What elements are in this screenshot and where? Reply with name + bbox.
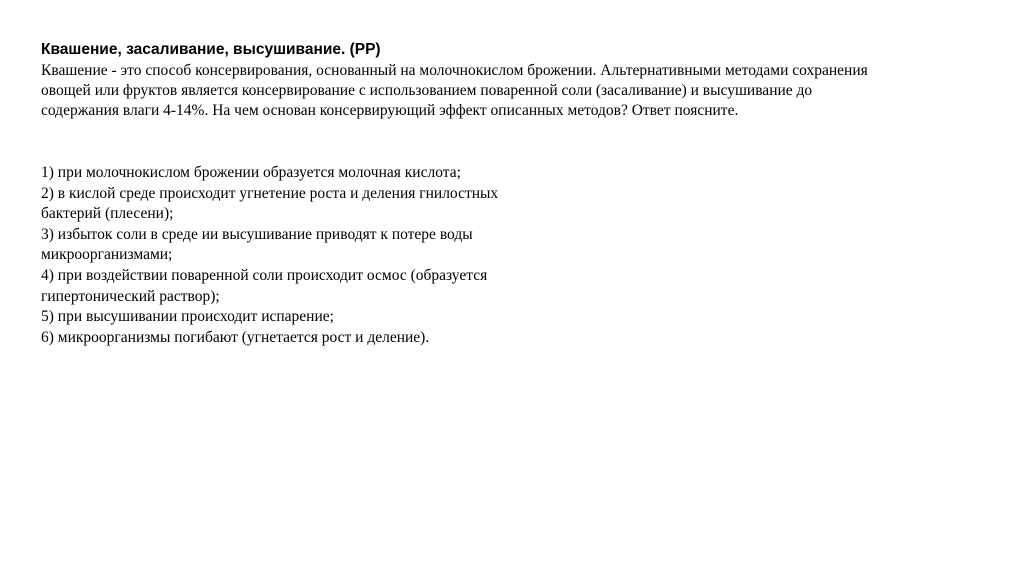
answer-line: гипертонический раствор); <box>41 287 220 305</box>
answer-line: 4) при воздействии поваренной соли происходит осмос (образуется <box>41 266 488 284</box>
answer-line: микроорганизмами; <box>41 246 173 264</box>
slide-title: Квашение, засаливание, высушивание. (РР) <box>41 41 381 58</box>
task-text <box>41 61 981 121</box>
answer-line: 3) избыток соли в среде ии высушивание приводят к потере воды <box>41 225 473 243</box>
answer-line: 2) в кислой среде происходит угнетение роста и деления гнилостных <box>41 184 499 202</box>
answer-line: 5) при высушивании происходит испарение; <box>41 308 334 326</box>
answer-line: 1) при молочнокислом брожении образуется молочная кислота; <box>41 164 461 181</box>
task-line: Квашение - это способ консервирования, основанный на молочнокислом брожении. Альтернативными методами сохранения <box>41 62 868 79</box>
answer-line: бактерий (плесени); <box>41 205 174 223</box>
task-line: овощей или фруктов является консервирование с использованием поваренной соли (засаливание) и высушивание до <box>41 82 813 99</box>
answer-line: 6) микроорганизмы погибают (угнетается рост и деление). <box>41 328 430 346</box>
task-line: содержания влаги 4-14%. На чем основан консервирующий эффект описанных методов? Ответ поясните. <box>41 102 739 119</box>
answer-list <box>41 163 498 348</box>
